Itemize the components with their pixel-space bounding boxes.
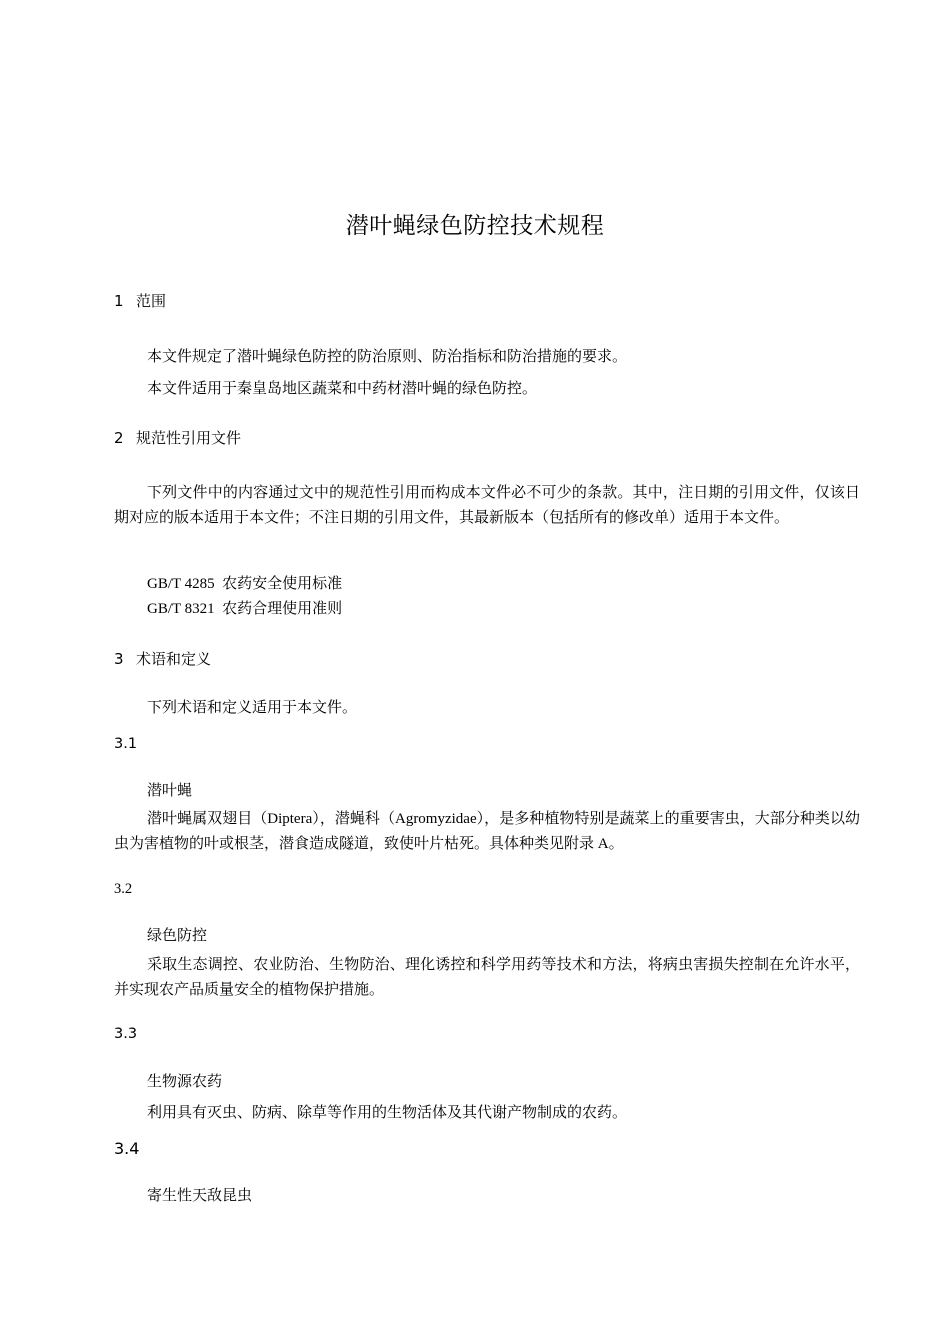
- section-number: 2: [114, 429, 124, 447]
- paragraph: 下列文件中的内容通过文中的规范性引用而构成本文件必不可少的条款。其中，注日期的引用文件，仅该日期对应的版本适用于本文件；不注日期的引用文件，其最新版本（包括所有的修改单）适用于本文件。: [114, 485, 860, 526]
- term-name: 绿色防控: [147, 926, 208, 944]
- term-number: 3.2: [114, 881, 133, 897]
- reference-name: 农药合理使用准则: [222, 601, 343, 617]
- section-title: 规范性引用文件: [136, 429, 242, 447]
- reference-code: GB/T 8321: [147, 601, 215, 617]
- section-heading-normative-references: [114, 427, 241, 448]
- term-name: 寄生性天敌昆虫: [147, 1186, 253, 1204]
- reference-name: 农药安全使用标准: [222, 576, 343, 592]
- term-number: 3.4: [114, 1139, 140, 1158]
- section-heading-scope: [114, 290, 166, 311]
- term-number: 3.1: [114, 736, 138, 752]
- paragraph: 下列术语和定义适用于本文件。: [147, 700, 358, 716]
- term-definition: 采取生态调控、农业防治、生物防治、理化诱控和科学用药等技术和方法，将病虫害损失控制在允许水平，并实现农产品质量安全的植物保护措施。: [114, 957, 860, 998]
- term-number: 3.3: [114, 1026, 138, 1042]
- term-name: 潜叶蝇: [147, 781, 193, 799]
- section-title: 术语和定义: [136, 650, 212, 668]
- reference-item: [147, 597, 342, 618]
- paragraph: 本文件规定了潜叶蝇绿色防控的防治原则、防治指标和防治措施的要求。: [147, 349, 628, 365]
- section-number: 1: [114, 292, 124, 310]
- reference-code: GB/T 4285: [147, 576, 215, 592]
- term-name: 生物源农药: [147, 1072, 223, 1090]
- section-title: 范围: [136, 292, 167, 310]
- reference-item: [147, 572, 342, 593]
- term-definition: 利用具有灭虫、防病、除草等作用的生物活体及其代谢产物制成的农药。: [147, 1105, 628, 1121]
- section-number: 3: [114, 650, 124, 668]
- term-definition: 潜叶蝇属双翅目（Diptera），潜蝇科（Agromyzidae），是多种植物特别是蔬菜上的重要害虫，大部分种类以幼虫为害植物的叶或根茎，潜食造成隧道，致使叶片枯死。具体种类见附录 A。: [114, 811, 860, 852]
- document-title: 潜叶蝇绿色防控技术规程: [345, 213, 605, 239]
- paragraph: 本文件适用于秦皇岛地区蔬菜和中药材潜叶蝇的绿色防控。: [147, 381, 538, 397]
- section-heading-terms: [114, 648, 211, 669]
